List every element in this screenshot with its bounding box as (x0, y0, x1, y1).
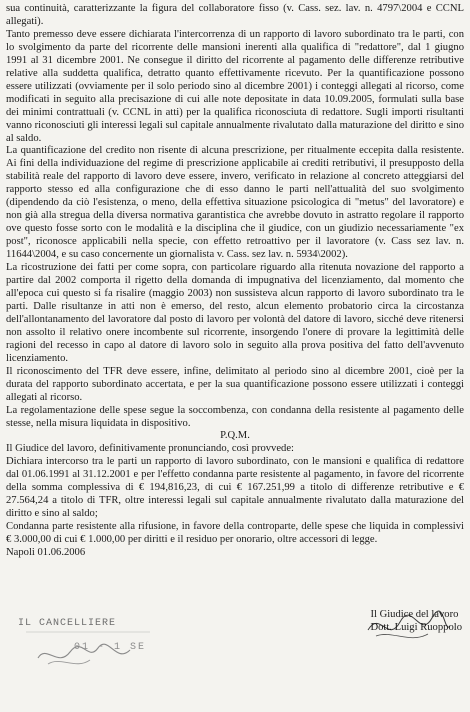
place-date: Napoli 01.06.2006 (6, 547, 86, 559)
chancellor-stamp (18, 618, 158, 676)
stamp-code: 01 - 1 SE (74, 642, 147, 653)
judge-name: Dott. Luigi Ruoppolo (370, 622, 462, 633)
paragraph: La quantificazione del credito non risente di alcuna prescrizione, per ritualmente eccepita dalla resistente. Ai fini della individuazione del regime di prescrizione applicabile ai crediti retributivi, il presupposto della stabilità reale del rapporto di lavoro deve essere, invero, verificato in relazione al concreto atteggiarsi del rapporto stesso ed alla configurazione che di esso danno le parti nell'attualità del suo svolgimento (dipendendo da ciò l'esistenza, o meno, della effettiva situazione psicologica di "metus" del lavoratore) e non già alla stregua della diversa normativa garantistica che avrebbe dovuto in astratto regolare il rapporto ove questo fosse sorto con le modalità e la disciplina che il giudice, con un giudizio necessariamente "ex post", riconosce applicabili nella specie, con effetto retroattivo per il lavoratore (v. Cass sez lav. n. 11644\2004, e su caso concernente un giornalista v. Cass. sez lav. n. 5934\2002). (6, 145, 464, 261)
paragraph: sua continuità, caratterizzante la figura del collaboratore fisso (v. Cass. sez. lav. n. 4797\2004 e CCNL allegati). (6, 3, 464, 27)
ruling-paragraph: Condanna parte resistente alla rifusione, in favore della controparte, delle spese che liquida in complessivi € 3.000,00 di cui € 1.000,00 per diritti e il residuo per onorario, oltre accessori di legge. (6, 521, 464, 546)
stamp-name: IL CANCELLIERE (18, 618, 117, 629)
paragraph: Tanto premesso deve essere dichiarata l'intercorrenza di un rapporto di lavoro subordinato tra le parti, con lo svolgimento da parte del ricorrente delle mansioni inerenti alla qualifica di "redattore", dal 1 giugno 1991 al 31 dicembre 2001. Ne consegue il diritto del ricorrente al pagamento delle differenze retributive relative alla suddetta qualifica, detratto quanto effettivamente ricevuto. Per la quantificazione possono essere utilizzati (ovviamente per il solo periodo sino al dicembre 2001) i conteggi allegati al ricorso, come modificati in seguito alla precisazione di cui alle note depositate in data 10.09.2005, formulati sulla base dei minimi contrattuali (v. CCNL in atti) per la qualifica riconosciuta di redattore. Sugli importi risultanti vanno riconosciuti gli interessi legali sul capitale annualmente rivalutato dalla maturazione del diritto e sino al saldo. (6, 28, 464, 144)
paragraph: La ricostruzione dei fatti per come sopra, con particolare riguardo alla ritenuta novazione del rapporto a partire dal 2002 comporta il rigetto della domanda di impugnativa del licenziamento, dal momento che all'epoca cui questo si fa risalire (maggio 2003) non sussisteva alcun rapporto di lavoro subordinato tra le parti. Dalle risultanze in atti non è emerso, del resto, alcun elemento probatorio circa la circostanza dell'allontanamento del lavoratore dal posto di lavoro per volontà del datore di lavoro, sicché deve ritenersi non assolto il relativo onere incombente sul ricorrente, insorgendo l'onere di provare la legittimità delle ragioni del recesso in capo al datore di lavoro solo in seguito alla prova positiva del fatto dell'avvenuto licenziamento. (6, 262, 464, 364)
judgment-text (6, 3, 464, 560)
court-line: Il Giudice del lavoro, definitivamente pronunciando, così provvede: (6, 443, 295, 455)
ruling-paragraph: Dichiara intercorso tra le parti un rapporto di lavoro subordinato, con le mansioni e qualifica di redattore dal 01.06.1991 al 31.12.2001 e per l'effetto condanna parte resistente al pagamento, in favore del ricorrente della somma complessiva di € 194,816,23, di cui € 167.251,99 a titolo di differenze retributive e € 27.564,24 a titolo di TFR, oltre interessi legali sul capitale annualmente rivalutato dalla maturazione del diritto e sino al saldo; (6, 456, 464, 520)
judge-title: Il Giudice del lavoro (370, 609, 459, 620)
pqm-heading: P.Q.M. (220, 430, 250, 442)
paragraph: Il riconoscimento del TFR deve essere, infine, delimitato al periodo sino al dicembre 2001, cioè per la durata del rapporto subordinato accertata, e per la sua quantificazione possono essere utilizzati i conteggi allegati al ricorso. (6, 365, 464, 403)
paragraph: La regolamentazione delle spese segue la soccombenza, con condanna della resistente al pagamento delle stesse, nella misura liquidata in dispositivo. (6, 404, 464, 429)
signature-block (370, 608, 462, 634)
